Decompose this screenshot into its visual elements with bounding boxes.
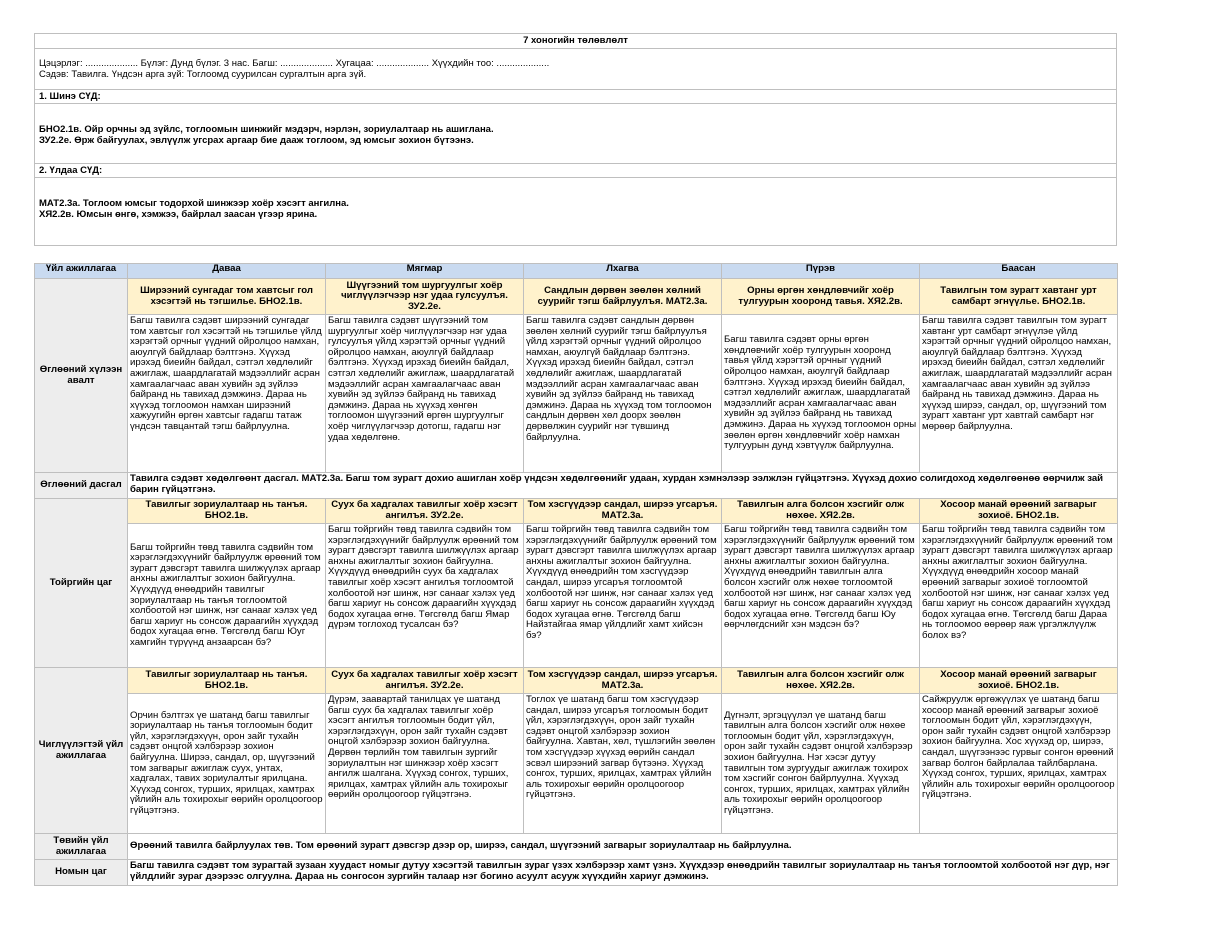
row-label-center: Төвийн үйл ажиллагаа <box>35 834 128 860</box>
column-header-day: Мягмар <box>326 264 524 279</box>
topic-cell: Орны өргөн хөндлөвчийг хоёр тулгуурын хооронд тавья. ХЯ2.2в. <box>722 279 920 315</box>
new-goals <box>35 104 1117 164</box>
activity-text: Багш тавилга сэдэвт орны өргөн хөндлөвчийг хоёр тулгуурын хооронд тавья үйлд хэрэгтэй орчныг үүдний ойролцоо намхан, аюулгүй байдлаар бэлтгэнэ. Хүүхэд ирэхэд биеийн байдал, сэтгэл хөдлөлийг ажиглаж, шаардлагатай мэдээллийг асран хамгаалагчаас аван хувийн эд зүйлээ байранд нь тавихад дэмжинэ. Дараа нь хүүхэд тоглоомон орны зөөлөн өргөн хөндлөвчийг хоёр намхан тулгуурын дунд хэвтүүлж байрлуулна. <box>722 315 920 473</box>
topic-cell: Ширээний сунгадаг том хавтсыг гол хэсэгтэй нь тэгшилье. БНО2.1в. <box>128 279 326 315</box>
column-header-activity: Үйл ажиллагаа <box>35 264 128 279</box>
info-line-1: Цэцэрлэг: .................... Бүлэг: Дунд бүлэг. 3 нас. Багш: .................... Хугацаа: .................... Хүүхдийн тоо: .................... <box>39 58 550 69</box>
activity-text: Багш тойргийн төвд тавилга сэдвийн том хэрэглэгдэхүүнийг байрлуулж өрөөний том зурагт дэвсгэрт тавилга шилжүүлэх аргаар анхны ажиглалтыг зохион байгуулна. Хүүхдүүд өнөөдрийн том хэсгүүдээр сандал, ширээ угсаръя тоглоомтой холбоотой нэг шинж, нэг санааг хэлэх үед багш хариуг нь сонсож дараагийн хүүхдэд бодох хугацаа өгнө. Төгсгөлд багш Найзтайгаа ямар үйлдлийг хамт хийсэн бэ? <box>524 524 722 668</box>
topic-cell: Том хэсгүүдээр сандал, ширээ угсаръя. МАТ2.3а. <box>524 668 722 694</box>
topic-cell: Суух ба хадгалах тавилгыг хоёр хэсэгт ангилъя. ЗУ2.2е. <box>326 668 524 694</box>
continue-goal-2: ХЯ2.2в. Юмсын өнгө, хэмжээ, байрлал заасан үгээр ярина. <box>39 209 318 220</box>
page-title: 7 хоногийн төлөвлөлт <box>35 34 1117 49</box>
column-header-day: Даваа <box>128 264 326 279</box>
activity-text: Багш тавилга сэдэвт шүүгээний том шургуулгыг хоёр чиглүүлэгчээр нэг удаа гулсуулъя үйлд хэрэгтэй орчныг үүдний ойролцоо намхан, аюулгүй байдлаар бэлтгэнэ. Хүүхэд ирэхэд биеийн байдал, сэтгэл хөдлөлийг ажиглаж, шаардлагатай мэдээллийг асран хамгаалагчаас аван хувийн эд зүйлээ байранд нь тавихад дэмжинэ. Дараа нь хүүхэд хөнгөн тоглоомон шүүгээний өргөн шургуулгыг хоёр чиглүүлэгчээр дотогш, гадагш нэг удаа хөдөлгөнө. <box>326 315 524 473</box>
topic-cell: Суух ба хадгалах тавилгыг хоёр хэсэгт ангилъя. ЗУ2.2е. <box>326 499 524 524</box>
new-goal-2: ЗУ2.2е. Өрж байгуулах, эвлүүлж угсрах аргаар бие дааж тоглоом, эд юмсыг зохион бүтээнэ. <box>39 135 474 146</box>
row-label-reading: Номын цаг <box>35 860 128 886</box>
exercise-text: Тавилга сэдэвт хөдөлгөөнт дасгал. МАТ2.3а. Багш том зурагт дохио ашиглан хоёр үндсэн хөдөлгөөнийг удаан, хурдан хэмнэлээр ээлжлэн гүйцэтгэнэ. Хүүхэд дохио солигдоход хөдөлгөөнөө өөрчилж зай барин гүйцэтгэнэ. <box>128 473 1118 499</box>
new-goal-label: 1. Шинэ СҮД: <box>35 90 1117 104</box>
column-header-day: Пүрэв <box>722 264 920 279</box>
activity-text: Багш тавилга сэдэвт сандлын дөрвөн зөөлөн хөлний суурийг тэгш байрлуулъя үйлд хэрэгтэй орчныг үүдний ойролцоо намхан, аюулгүй байдлаар бэлтгэнэ. Хүүхэд ирэхэд биеийн байдал, сэтгэл хөдлөлийг ажиглаж, шаардлагатай мэдээллийг асран хамгаалагчаас аван хувийн эд зүйлээ байранд нь тавихад дэмжинэ. Дараа нь хүүхэд том тоглоомон сандлын дөрвөн хөл доорх зөөлөн дөрвөлжин суурийг нэг түвшинд байрлуулна. <box>524 315 722 473</box>
topic-cell: Сандлын дөрвөн зөөлөн хөлний суурийг тэгш байрлуулъя. МАТ2.3а. <box>524 279 722 315</box>
activity-text: Сайжруулж өргөжүүлэх үе шатанд багш хосоор манай өрөөний загварыг зохиоё тоглоомын бодит үйл, хэрэглэгдэхүүн, орон зайг тухайн сэдэвт онцгой хэлбэрээр зохион байгуулна. Хос хүүхэд ор, ширээ, сандал, шүүгээнээс гурвыг сонгон өрөөний загвар болгон байрлалаа тайлбарлана. Хүүхэд сонгох, турших, ярилцах, хамтрах үйлийн аль тохирохыг өөрийн оролцоогоор гүйцэтгэнэ. <box>920 694 1118 834</box>
row-label-focused: Чиглүүлэгтэй үйл ажиллагаа <box>35 668 128 834</box>
topic-cell: Тавилгыг зориулалтаар нь танъя. БНО2.1в. <box>128 668 326 694</box>
activity-text: Багш тойргийн төвд тавилга сэдвийн том хэрэглэгдэхүүнийг байрлуулж өрөөний том зурагт дэвсгэрт тавилга шилжүүлэх аргаар анхны ажиглалтыг зохион байгуулна. Хүүхдүүд өнөөдрийн тавилгын алга болсон хэсгийг олж нөхөе тоглоомтой холбоотой нэг шинж, нэг санааг хэлэх үед багш хариуг нь сонсож дараагийн хүүхдэд бодох хугацаа өгнө. Төгсгөлд багш Юу өөрчлөгдснийг хэн мэдсэн бэ? <box>722 524 920 668</box>
topic-cell: Тавилгын алга болсон хэсгийг олж нөхөе. ХЯ2.2в. <box>722 499 920 524</box>
weekly-schedule-table <box>34 263 1118 886</box>
topic-cell: Тавилгын том зурагт хавтанг урт самбарт эгнүүлье. БНО2.1в. <box>920 279 1118 315</box>
column-header-day: Баасан <box>920 264 1118 279</box>
plan-header-table <box>34 33 1117 246</box>
info-line-2: Сэдэв: Тавилга. Үндсэн арга зүй: Тоглоомд суурилсан сургалтын арга зүй. <box>39 69 367 80</box>
activity-text: Багш тавилга сэдэвт ширээний сунгадаг том хавтсыг гол хэсэгтэй нь тэгшилье үйлд хэрэгтэй орчныг үүдний ойролцоо намхан, аюулгүй байдлаар бэлтгэнэ. Хүүхэд ирэхэд биеийн байдал, сэтгэл хөдлөлийг ажиглаж, шаардлагатай мэдээллийг асран хамгаалагчаас аван хувийн эд зүйлээ байранд нь тавихад дэмжинэ. Дараа нь хүүхэд тоглоомон намхан ширээний хажуугийн өргөн хавтсыг гадагш татаж үндсэн тавцантай тэгш байрлуулна. <box>128 315 326 473</box>
topic-cell: Тавилгыг зориулалтаар нь танъя. БНО2.1в. <box>128 499 326 524</box>
row-label-circle: Тойргийн цаг <box>35 499 128 668</box>
reading-text: Багш тавилга сэдэвт том зурагтай зузаан хуудаст номыг дутуу хэсэгтэй тавилгын зураг үзэх хэлбэрээр хамт үзнэ. Хүүхдээр өнөөдрийн тавилгыг зориулалтаар нь танъя тоглоомтой холбоотой нэг дүр, нэг үйлдлийг зураг дээрээс олгуулна. Дараа нь сонгосон зургийн талаар нэг богино асуулт асууж хүүхдийн хариуг дэмжинэ. <box>128 860 1118 886</box>
continue-goal-label: 2. Үлдаа СҮД: <box>35 164 1117 178</box>
row-label-exercise: Өглөөний дасгал <box>35 473 128 499</box>
row-label-morning: Өглөөний хүлээн авалт <box>35 279 128 473</box>
activity-text: Багш тойргийн төвд тавилга сэдвийн том хэрэглэгдэхүүнийг байрлуулж өрөөний том зурагт дэвсгэрт тавилга шилжүүлэх аргаар анхны ажиглалтыг зохион байгуулна. Хүүхдүүд өнөөдрийн суух ба хадгалах тавилгыг хоёр хэсэгт ангилъя тоглоомтой холбоотой нэг шинж, нэг санааг хэлэх үед багш хариуг нь сонсож дараагийн хүүхдэд бодох хугацаа өгнө. Төгсгөлд багш Ямар дүрэм тоглоход тусалсан бэ? <box>326 524 524 668</box>
continue-goals <box>35 178 1117 246</box>
center-text: Өрөөний тавилга байрлуулах төв. Том өрөөний зурагт дэвсгэр дээр ор, ширээ, сандал, шүүгээний загварыг зориулалтаар нь байрлуулна. <box>128 834 1118 860</box>
topic-cell: Том хэсгүүдээр сандал, ширээ угсаръя. МАТ2.3а. <box>524 499 722 524</box>
topic-cell: Хосоор манай өрөөний загварыг зохиоё. БНО2.1в. <box>920 668 1118 694</box>
continue-goal-1: МАТ2.3а. Тоглоом юмсыг тодорхой шинжээр хоёр хэсэгт ангилна. <box>39 198 349 209</box>
activity-text: Багш тавилга сэдэвт тавилгын том зурагт хавтанг урт самбарт эгнүүлэе үйлд хэрэгтэй орчныг үүдний ойролцоо намхан, аюулгүй байдлаар бэлтгэнэ. Хүүхэд ирэхэд биеийн байдал, сэтгэл хөдлөлийг ажиглаж, шаардлагатай мэдээллийг асран хамгаалагчаас аван хувийн эд зүйлээ байранд нь тавихад дэмжинэ. Дараа нь хүүхэд ширээ, сандал, ор, шүүгээний том зурагт хавтанг урт хавтгай самбарт нэг мөрөөр байрлуулна. <box>920 315 1118 473</box>
activity-text: Орчин бэлтгэх үе шатанд багш тавилгыг зориулалтаар нь танъя тоглоомын бодит үйл, хэрэглэгдэхүүн, орон зайг тухайн сэдэвт онцгой хэлбэрээр зохион байгуулна. Ширээ, сандал, ор, шүүгээний том загварыг ажиглаж суух, унтах, хадгалах, тавих зориулалтыг ярилцана. Хүүхэд сонгох, турших, ярилцах, хамтрах үйлийн аль тохирохыг өөрийн оролцоогоор гүйцэтгэнэ. <box>128 694 326 834</box>
activity-text: Дүгнэлт, эргэцүүлэл үе шатанд багш тавилгын алга болсон хэсгийг олж нөхөе тоглоомын бодит үйл, хэрэглэгдэхүүн, орон зайг тухайн сэдэвт онцгой хэлбэрээр зохион байгуулна. Нэг хэсэг дутуу тавилгын том зургуудыг ажиглаж тохирох том хэсгийг сонгон байрлуулна. Хүүхэд сонгох, турших, ярилцах, хамтрах үйлийн аль тохирохыг өөрийн оролцоогоор гүйцэтгэнэ. <box>722 694 920 834</box>
activity-text: Дүрэм, заавартай танилцах үе шатанд багш суух ба хадгалах тавилгыг хоёр хэсэгт ангилъя тоглоомын бодит үйл, хэрэглэгдэхүүн, орон зайг тухайн сэдэвт онцгой хэлбэрээр зохион байгуулна. Дөрвөн төрлийн том тавилгын зургийг зориулалтын нэг шинжээр хоёр хэсэгт ангилж шалгана. Хүүхэд сонгох, турших, ярилцах, хамтрах үйлийн аль тохирохыг өөрийн оролцоогоор гүйцэтгэнэ. <box>326 694 524 834</box>
column-header-day: Лхагва <box>524 264 722 279</box>
lesson-plan-page <box>34 33 1117 886</box>
new-goal-1: БНО2.1в. Ойр орчны эд зүйлс, тоглоомын шинжийг мэдэрч, нэрлэн, зориулалтаар нь ашиглана. <box>39 124 494 135</box>
activity-text: Багш тойргийн төвд тавилга сэдвийн том хэрэглэгдэхүүнийг байрлуулж өрөөний том зурагт дэвсгэрт тавилга шилжүүлэх аргаар анхны ажиглалтыг зохион байгуулна. Хүүхдүүд өнөөдрийн тавилгыг зориулалтаар нь танъя тоглоомтой холбоотой нэг шинж, нэг санааг хэлэх үед багш хариуг нь сонсож дараагийн хүүхдэд бодох хугацаа өгнө. Төгсгөлд багш Юуг хамгийн түрүүнд анзаарсан бэ? <box>128 524 326 668</box>
topic-cell: Хосоор манай өрөөний загварыг зохиоё. БНО2.1в. <box>920 499 1118 524</box>
topic-cell: Тавилгын алга болсон хэсгийг олж нөхөе. ХЯ2.2в. <box>722 668 920 694</box>
activity-text: Тоглох үе шатанд багш том хэсгүүдээр сандал, ширээ угсаръя тоглоомын бодит үйл, хэрэглэгдэхүүн, орон зайг тухайн сэдэвт онцгой хэлбэрээр зохион байгуулна. Хавтан, хөл, түшлэгийн зөөлөн том хэсгүүдээр хүүхэд өөрийн сандал эсвэл ширээний загвар бүтээнэ. Хүүхэд сонгох, турших, ярилцах, хамтрах үйлийн аль тохирохыг өөрийн оролцоогоор гүйцэтгэнэ. <box>524 694 722 834</box>
plan-info <box>35 49 1117 90</box>
activity-text: Багш тойргийн төвд тавилга сэдвийн том хэрэглэгдэхүүнийг байрлуулж өрөөний том зурагт дэвсгэрт тавилга шилжүүлэх аргаар анхны ажиглалтыг зохион байгуулна. Хүүхдүүд өнөөдрийн хосоор манай өрөөний загварыг зохиоё тоглоомтой холбоотой нэг шинж, нэг санааг хэлэх үед багш хариуг нь сонсож дараагийн хүүхдэд бодох хугацаа өгнө. Төгсгөлд багш Дараа нь тоглоомоо өөрөөр яаж үргэлжлүүлж болох вэ? <box>920 524 1118 668</box>
topic-cell: Шүүгээний том шургуулгыг хоёр чиглүүлэгчээр нэг удаа гулсуулъя. ЗУ2.2е. <box>326 279 524 315</box>
